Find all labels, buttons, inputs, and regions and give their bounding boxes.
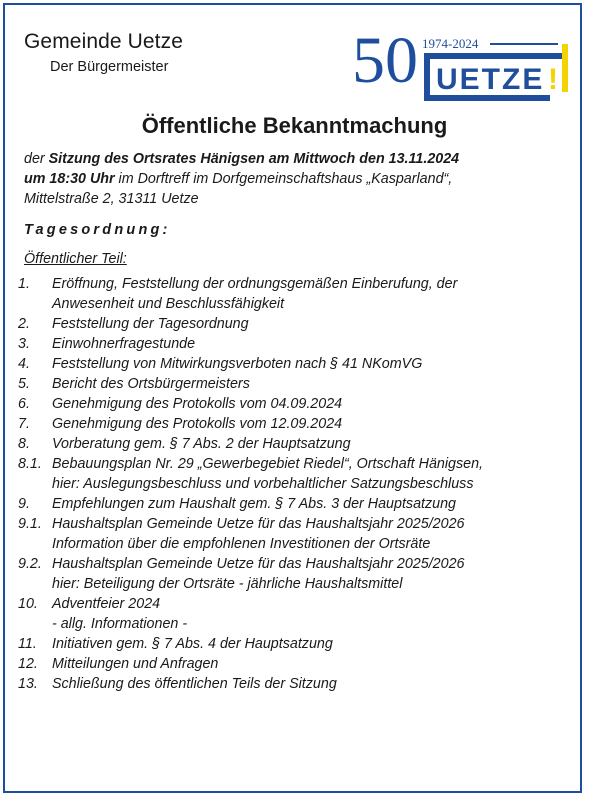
agenda-item [18,434,568,454]
agenda-item-text: Schließung des öffentlichen Teils der Sitzung [52,676,337,692]
agenda-item-number: 5. [18,376,30,392]
agenda-item [18,454,568,494]
uetze-50-years-logo [352,24,572,106]
agenda-item [18,554,568,594]
agenda-item [18,374,568,394]
agenda-item-text: Mitteilungen und Anfragen [52,656,219,672]
agenda-item-text: Einwohnerfragestunde [52,336,196,352]
agenda-item-text-2: hier: Beteiligung der Ortsräte - jährliche Haushaltsmittel [52,576,403,592]
agenda-item-text: Haushaltsplan Gemeinde Uetze für das Haushaltsjahr 2025/2026 [52,556,465,572]
agenda-item-number: 6. [18,396,30,412]
mayor-label: Der Bürgermeister [50,59,169,75]
agenda-item-text: Empfehlungen zum Haushalt gem. § 7 Abs. 3 der Hauptsatzung [52,496,456,512]
agenda-heading: Tagesordnung: [24,222,171,238]
logo-name: UETZE [436,63,545,96]
intro-address: Mittelstraße 2, 31311 Uetze [24,191,199,207]
agenda-item-number: 3. [18,336,30,352]
logo-mark: ! [548,63,558,96]
agenda-item-number: 11. [18,636,37,652]
agenda-item-text-2: - allg. Informationen - [52,616,188,632]
agenda-item [18,674,568,694]
agenda-item-number: 1. [18,276,30,292]
agenda-item [18,634,568,654]
agenda-item-number: 8.1. [18,456,42,472]
agenda-item [18,414,568,434]
agenda-item [18,314,568,334]
agenda-item-text-2: hier: Auslegungsbeschluss und vorbehaltlicher Satzungsbeschluss [52,476,474,492]
agenda-item [18,354,568,374]
agenda-item [18,514,568,554]
agenda-item-number: 2. [18,316,30,332]
agenda-item-number: 10. [18,596,38,612]
logo-big-number: 50 [352,24,418,97]
agenda-item-text: Eröffnung, Feststellung der ordnungsgemäßen Einberufung, der [52,276,458,292]
agenda-item-text: Haushaltsplan Gemeinde Uetze für das Haushaltsjahr 2025/2026 [52,516,465,532]
agenda-item-number: 8. [18,436,30,452]
intro-venue: im Dorftreff im Dorfgemeinschaftshaus „Kasparland“, [114,171,453,187]
agenda-item-text-2: Information über die empfohlenen Investitionen der Ortsräte [52,536,431,552]
meeting-intro [24,149,564,209]
agenda-item-number: 13. [18,676,38,692]
intro-prefix: der [24,151,49,167]
agenda-item [18,654,568,674]
agenda-item-text: Feststellung von Mitwirkungsverboten nach § 41 NKomVG [52,356,423,372]
agenda-item-number: 4. [18,356,30,372]
agenda-item-text: Bericht des Ortsbürgermeisters [52,376,250,392]
agenda-item [18,334,568,354]
agenda-item-number: 7. [18,416,30,432]
agenda-item-text: Vorberatung gem. § 7 Abs. 2 der Hauptsatzung [52,436,351,452]
agenda-item-text: Feststellung der Tagesordnung [52,316,249,332]
agenda-item [18,274,568,314]
agenda-item [18,594,568,634]
agenda-item-text-2: Anwesenheit und Beschlussfähigkeit [52,296,285,312]
agenda-item [18,394,568,414]
logo-years: 1974-2024 [422,36,479,51]
agenda-item-number: 12. [18,656,38,672]
agenda-item-number: 9.1. [18,516,42,532]
intro-meeting: Sitzung des Ortsrates Hänigsen am Mittwoch den 13.11.2024 [48,151,460,167]
intro-time: um 18:30 Uhr [24,171,115,187]
agenda-item-text: Bebauungsplan Nr. 29 „Gewerbegebiet Riedel“, Ortschaft Hänigsen, [52,456,484,472]
agenda-item-number: 9.2. [18,556,42,572]
agenda-item [18,494,568,514]
agenda-list [18,274,568,694]
agenda-item-text: Genehmigung des Protokolls vom 12.09.2024 [52,416,343,432]
agenda-item-text: Initiativen gem. § 7 Abs. 4 der Hauptsatzung [52,636,333,652]
agenda-item-text: Genehmigung des Protokolls vom 04.09.2024 [52,396,343,412]
municipality-name: Gemeinde Uetze [24,30,183,53]
agenda-item-text: Adventfeier 2024 [52,596,161,612]
agenda-item-number: 9. [18,496,30,512]
page-title: Öffentliche Bekanntmachung [141,113,448,138]
public-part-label: Öffentlicher Teil: [24,251,127,267]
